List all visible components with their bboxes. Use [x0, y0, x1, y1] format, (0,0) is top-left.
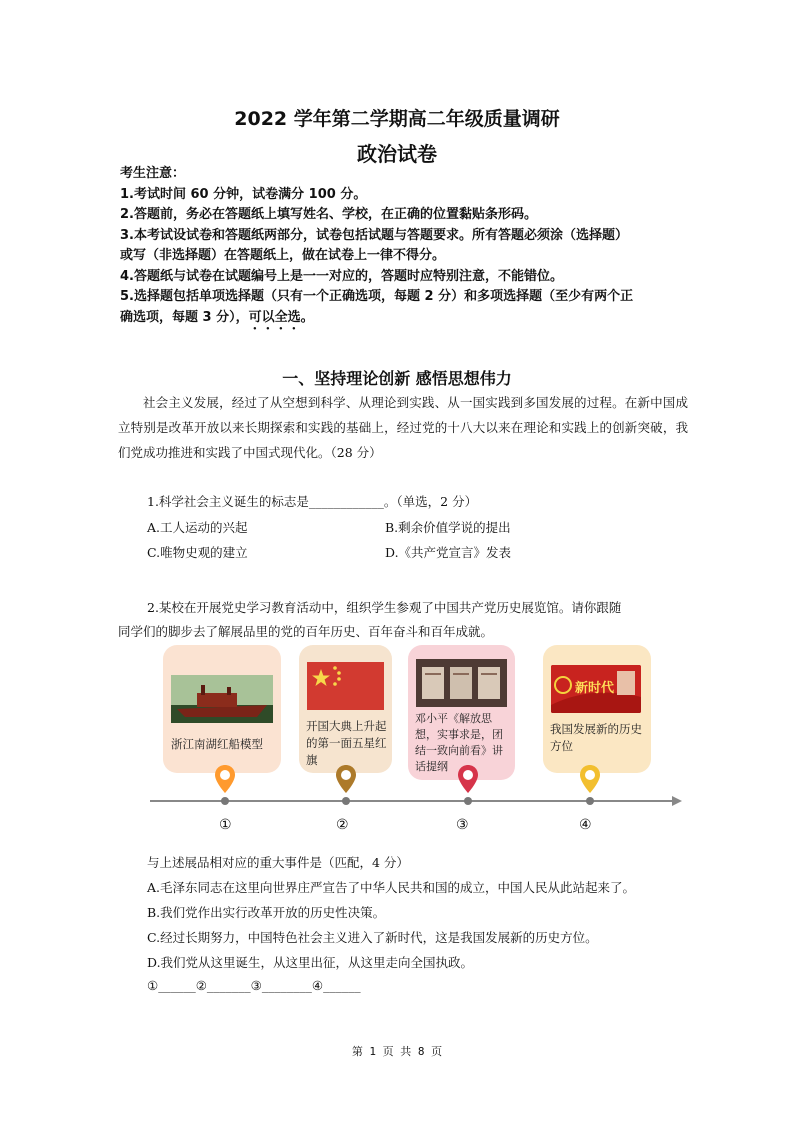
location-pin-icon: [335, 764, 357, 794]
section-intro: [118, 390, 688, 465]
notice-line: [120, 308, 720, 333]
exhibit-card-3: [408, 645, 515, 780]
q1-stem: 1.科学社会主义诞生的标志是____________。（单选，2 分）: [147, 494, 478, 509]
exhibit-caption-3: 邓小平《解放思想，实事求是，团结一致向前看》讲话提纲: [415, 712, 503, 773]
notice-line: 或写（非选择题）在答题纸上，做在试卷上一律不得分。: [120, 248, 446, 263]
timeline-dot: [221, 797, 229, 805]
notice-line: 3.本考试设试卷和答题纸两部分，试卷包括试题与答题要求。所有答题必须涂（选择题）: [120, 227, 628, 243]
speech-outline-image: [416, 659, 507, 707]
exam-subtitle: 政治试卷: [357, 142, 437, 166]
location-pin-icon: [214, 764, 236, 794]
page-footer: 第 1 页 共 8 页: [351, 1045, 443, 1058]
q1-option-a[interactable]: A.工人运动的兴起: [147, 520, 248, 535]
location-pin-icon: [579, 764, 601, 794]
exhibit-caption-4: 我国发展新的历史方位: [550, 722, 642, 753]
q2-stem-line2: 同学们的脚步去了解展品里的党的百年历史、百年奋斗和百年成就。: [118, 624, 494, 639]
timeline-dot: [464, 797, 472, 805]
q1-option-d[interactable]: D.《共产党宣言》发表: [385, 545, 512, 560]
timeline-marker-2: ②: [336, 817, 349, 833]
event-a: A.毛泽东同志在这里向世界庄严宣告了中华人民共和国的成立，中国人民从此站起来了。: [147, 880, 636, 895]
timeline-dot: [586, 797, 594, 805]
section-title: 一、坚持理论创新 感悟思想伟力: [282, 369, 512, 388]
q2-stem-line1: 2.某校在开展党史学习教育活动中，组织学生参观了中国共产党历史展览馆。请你跟随: [147, 600, 622, 615]
exhibit-card-1: [163, 645, 281, 773]
notice-line: 1.考试时间 60 分钟，试卷满分 100 分。: [120, 186, 367, 202]
timeline-marker-1: ①: [219, 817, 232, 833]
event-d: D.我们党从这里诞生，从这里出征，从这里走向全国执政。: [147, 955, 474, 970]
five-star-flag-image: [307, 662, 384, 710]
q1-option-c[interactable]: C.唯物史观的建立: [147, 545, 248, 560]
timeline-dot: [342, 797, 350, 805]
exam-title: 2022 学年第二学期高二年级质量调研: [234, 108, 560, 130]
exhibit-card-4: [543, 645, 651, 773]
notice-emphasis: 可以全选: [248, 309, 301, 325]
red-boat-image: [171, 675, 273, 723]
match-prompt: 与上述展品相对应的重大事件是（匹配，4 分）: [147, 855, 409, 870]
q1-option-b[interactable]: B.剩余价值学说的提出: [385, 520, 511, 535]
exam-notice: [120, 164, 720, 333]
notice-end-mark: 。: [300, 309, 314, 325]
exhibit-card-2: [299, 645, 392, 773]
image-text: 新时代: [575, 681, 615, 696]
notice-heading: 考生注意：: [120, 166, 186, 181]
event-c: C.经过长期努力，中国特色社会主义进入了新时代，这是我国发展新的历史方位。: [147, 930, 598, 945]
timeline-marker-3: ③: [456, 817, 469, 833]
intro-paragraph: 社会主义发展，经过了从空想到科学、从理论到实践、从一国实践到多国发展的过程。在新中国成立特别是改革开放以来长期探索和实践的基础上，经过党的十八大以来在理论和实践上的创新突破，我们党成功推进和实践了中国式现代化。（28 分）: [118, 395, 688, 460]
notice-line: 2.答题前，务必在答题纸上填写姓名、学校，在正确的位置黏贴条形码。: [120, 207, 537, 222]
notice-line: 5.选择题包括单项选择题（只有一个正确选项，每题 2 分）和多项选择题（至少有两个正: [120, 289, 634, 304]
location-pin-icon: [457, 764, 479, 794]
notice-line-text: 确选项，每题 3 分），: [120, 309, 249, 325]
exhibit-caption-2: 开国大典上升起的第一面五星红旗: [306, 719, 387, 767]
exhibit-caption-1: 浙江南湖红船模型: [171, 737, 263, 751]
new-era-image: [551, 665, 641, 713]
event-b: B.我们党作出实行改革开放的历史性决策。: [147, 905, 386, 920]
notice-line: 4.答题纸与试卷在试题编号上是一一对应的，答题时应特别注意，不能错位。: [120, 268, 563, 284]
timeline-arrow: [150, 794, 682, 808]
timeline-marker-4: ④: [579, 817, 592, 833]
answer-line[interactable]: ①______②_______③________④______: [147, 978, 361, 993]
